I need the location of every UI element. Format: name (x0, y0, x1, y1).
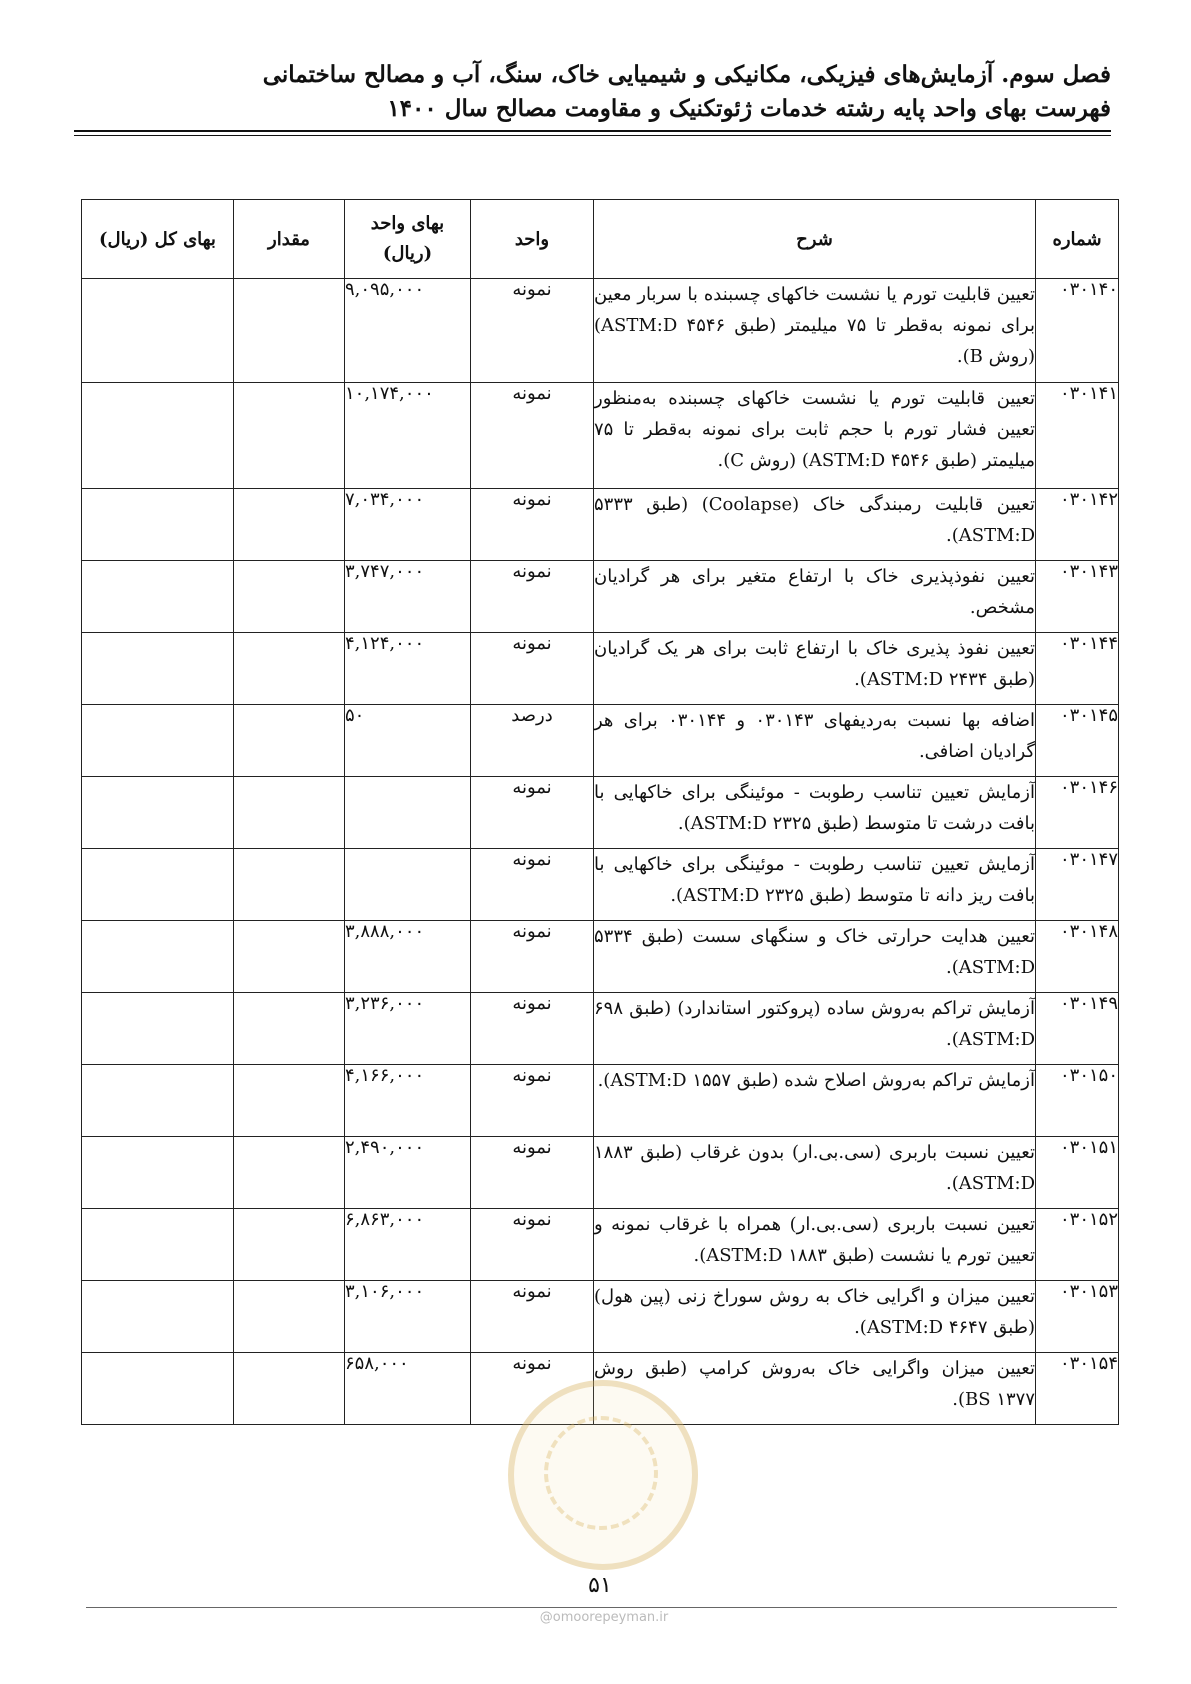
row-description: آزمایش تعیین تناسب رطوبت - موئینگی برای خاکهایی با بافت ریز دانه تا متوسط (طبق ۲۳۲۵ ASTM:D). (594, 849, 1036, 921)
row-unit: نمونه (471, 1353, 594, 1425)
row-number: ۰۳۰۱۵۳ (1036, 1281, 1119, 1353)
row-unit: نمونه (471, 1137, 594, 1209)
row-total-price (82, 849, 234, 921)
row-unit: نمونه (471, 1281, 594, 1353)
table-row (82, 1209, 1119, 1281)
row-number: ۰۳۰۱۴۷ (1036, 849, 1119, 921)
row-unit-price: ۵۰ (345, 705, 471, 777)
watermark-seal (508, 1380, 698, 1570)
table-row (82, 849, 1119, 921)
row-quantity (234, 561, 345, 633)
row-unit-price: ۹,۰۹۵,۰۰۰ (345, 279, 471, 383)
row-total-price (82, 1065, 234, 1137)
header-rule-thin (74, 135, 1111, 136)
row-unit: نمونه (471, 279, 594, 383)
table-row (82, 489, 1119, 561)
row-description: تعیین نسبت باربری (سی.بی.ار) بدون غرقاب (طبق ۱۸۸۳ ASTM:D). (594, 1137, 1036, 1209)
row-quantity (234, 849, 345, 921)
unit-price-label: بهای واحد (370, 213, 445, 234)
row-number: ۰۳۰۱۴۸ (1036, 921, 1119, 993)
table-row (82, 1065, 1119, 1137)
row-description: تعیین هدایت حرارتی خاک و سنگهای سست (طبق ۵۳۳۴ ASTM:D). (594, 921, 1036, 993)
footer-rule (86, 1607, 1117, 1608)
chapter-title: فصل سوم. آزمایش‌های فیزیکی، مکانیکی و شیمیایی خاک، سنگ، آب و مصالح ساختمانی (262, 61, 1111, 88)
row-total-price (82, 1137, 234, 1209)
row-description: تعیین قابلیت تورم یا نشست خاکهای چسبنده به‌منظور تعیین فشار تورم با حجم ثابت برای نمونه به‌قطر تا ۷۵ میلیمتر (طبق ۴۵۴۶ ASTM:D) (روش C). (594, 383, 1036, 489)
row-unit: نمونه (471, 1065, 594, 1137)
row-unit: نمونه (471, 849, 594, 921)
col-header-quantity: مقدار (234, 200, 345, 279)
row-unit-price: ۶,۸۶۳,۰۰۰ (345, 1209, 471, 1281)
row-quantity (234, 1353, 345, 1425)
table-row (82, 705, 1119, 777)
col-header-number: شماره (1036, 200, 1119, 279)
table-row (82, 1137, 1119, 1209)
row-quantity (234, 705, 345, 777)
row-unit: نمونه (471, 777, 594, 849)
row-number: ۰۳۰۱۴۵ (1036, 705, 1119, 777)
table-row (82, 777, 1119, 849)
row-number: ۰۳۰۱۵۰ (1036, 1065, 1119, 1137)
row-unit: نمونه (471, 921, 594, 993)
row-unit-price: ۶۵۸,۰۰۰ (345, 1353, 471, 1425)
page-number: ۵۱ (588, 1573, 612, 1598)
row-unit: نمونه (471, 1209, 594, 1281)
row-unit-price: ۴,۱۲۴,۰۰۰ (345, 633, 471, 705)
row-unit: نمونه (471, 993, 594, 1065)
row-unit-price: ۳,۱۰۶,۰۰۰ (345, 1281, 471, 1353)
row-total-price (82, 777, 234, 849)
watermark-site-text: @omoorepeyman.ir (539, 1610, 669, 1625)
row-number: ۰۳۰۱۴۴ (1036, 633, 1119, 705)
row-number: ۰۳۰۱۴۳ (1036, 561, 1119, 633)
row-unit: نمونه (471, 561, 594, 633)
row-description: اضافه بها نسبت به‌ردیفهای ۰۳۰۱۴۳ و ۰۳۰۱۴۴ برای هر گرادیان اضافی. (594, 705, 1036, 777)
row-total-price (82, 993, 234, 1065)
row-unit-price: ۷,۰۳۴,۰۰۰ (345, 489, 471, 561)
row-quantity (234, 1281, 345, 1353)
row-description: تعیین نفوذپذیری خاک با ارتفاع متغیر برای هر گرادیان مشخص. (594, 561, 1036, 633)
row-quantity (234, 1065, 345, 1137)
row-unit-price: ۳,۷۴۷,۰۰۰ (345, 561, 471, 633)
row-quantity (234, 279, 345, 383)
row-number: ۰۳۰۱۴۰ (1036, 279, 1119, 383)
row-description: تعیین نفوذ پذیری خاک با ارتفاع ثابت برای هر یک گرادیان (طبق ۲۴۳۴ ASTM:D). (594, 633, 1036, 705)
row-unit-price: ۳,۸۸۸,۰۰۰ (345, 921, 471, 993)
row-total-price (82, 383, 234, 489)
row-number: ۰۳۰۱۵۱ (1036, 1137, 1119, 1209)
row-total-price (82, 921, 234, 993)
row-quantity (234, 1209, 345, 1281)
row-quantity (234, 383, 345, 489)
row-quantity (234, 1137, 345, 1209)
col-header-total-price: بهای کل (ریال) (82, 200, 234, 279)
row-description: آزمایش تراکم به‌روش ساده (پروکتور استاندارد) (طبق ۶۹۸ ASTM:D). (594, 993, 1036, 1065)
row-number: ۰۳۰۱۵۴ (1036, 1353, 1119, 1425)
row-description: آزمایش تراکم به‌روش اصلاح شده (طبق ۱۵۵۷ ASTM:D). (594, 1065, 1036, 1137)
row-description: تعیین میزان و اگرایی خاک به روش سوراخ زنی (پین هول) (طبق ۴۶۴۷ ASTM:D). (594, 1281, 1036, 1353)
row-description: تعیین قابلیت تورم یا نشست خاکهای چسبنده با سربار معین برای نمونه به‌قطر تا ۷۵ میلیمتر (طبق ۴۵۴۶ ASTM:D) (روش B). (594, 279, 1036, 383)
row-number: ۰۳۰۱۴۹ (1036, 993, 1119, 1065)
row-total-price (82, 1209, 234, 1281)
header-rule-thick (74, 130, 1111, 132)
table-row (82, 993, 1119, 1065)
page-header (74, 58, 1111, 126)
row-total-price (82, 1353, 234, 1425)
row-quantity (234, 489, 345, 561)
row-unit-price: ۴,۱۶۶,۰۰۰ (345, 1065, 471, 1137)
row-unit-price: ۳,۲۳۶,۰۰۰ (345, 993, 471, 1065)
row-unit-price (345, 849, 471, 921)
row-description: آزمایش تعیین تناسب رطوبت - موئینگی برای خاکهایی با بافت درشت تا متوسط (طبق ۲۳۲۵ ASTM:D). (594, 777, 1036, 849)
table-row (82, 921, 1119, 993)
row-quantity (234, 633, 345, 705)
row-unit-price: ۱۰,۱۷۴,۰۰۰ (345, 383, 471, 489)
row-number: ۰۳۰۱۴۱ (1036, 383, 1119, 489)
row-total-price (82, 633, 234, 705)
row-unit: نمونه (471, 383, 594, 489)
row-total-price (82, 1281, 234, 1353)
document-title: فهرست بهای واحد پایه رشته خدمات ژئوتکنیک و مقاومت مصالح سال ۱۴۰۰ (387, 95, 1111, 122)
row-quantity (234, 993, 345, 1065)
table-header-row (82, 200, 1119, 279)
row-number: ۰۳۰۱۵۲ (1036, 1209, 1119, 1281)
table-row (82, 561, 1119, 633)
row-total-price (82, 489, 234, 561)
row-quantity (234, 777, 345, 849)
row-total-price (82, 279, 234, 383)
row-number: ۰۳۰۱۴۲ (1036, 489, 1119, 561)
row-quantity (234, 921, 345, 993)
row-description: تعیین میزان واگرایی خاک به‌روش کرامپ (طبق روش ۱۳۷۷ BS). (594, 1353, 1036, 1425)
row-unit-price: ۲,۴۹۰,۰۰۰ (345, 1137, 471, 1209)
table-row (82, 1281, 1119, 1353)
row-unit: درصد (471, 705, 594, 777)
row-total-price (82, 705, 234, 777)
table-row (82, 279, 1119, 383)
col-header-description: شرح (594, 200, 1036, 279)
row-number: ۰۳۰۱۴۶ (1036, 777, 1119, 849)
col-header-unit-price (345, 200, 471, 279)
row-description: تعیین قابلیت رمبندگی خاک (Coolapse) (طبق ۵۳۳۳ ASTM:D). (594, 489, 1036, 561)
row-description: تعیین نسبت باربری (سی.بی.ار) همراه با غرقاب نمونه و تعیین تورم یا نشست (طبق ۱۸۸۳ ASTM:D). (594, 1209, 1036, 1281)
table-row (82, 633, 1119, 705)
row-unit: نمونه (471, 633, 594, 705)
row-unit-price (345, 777, 471, 849)
table-row (82, 383, 1119, 489)
row-total-price (82, 561, 234, 633)
unit-price-currency: (ریال) (382, 243, 433, 264)
col-header-unit: واحد (471, 200, 594, 279)
price-table (81, 199, 1119, 1425)
row-unit: نمونه (471, 489, 594, 561)
